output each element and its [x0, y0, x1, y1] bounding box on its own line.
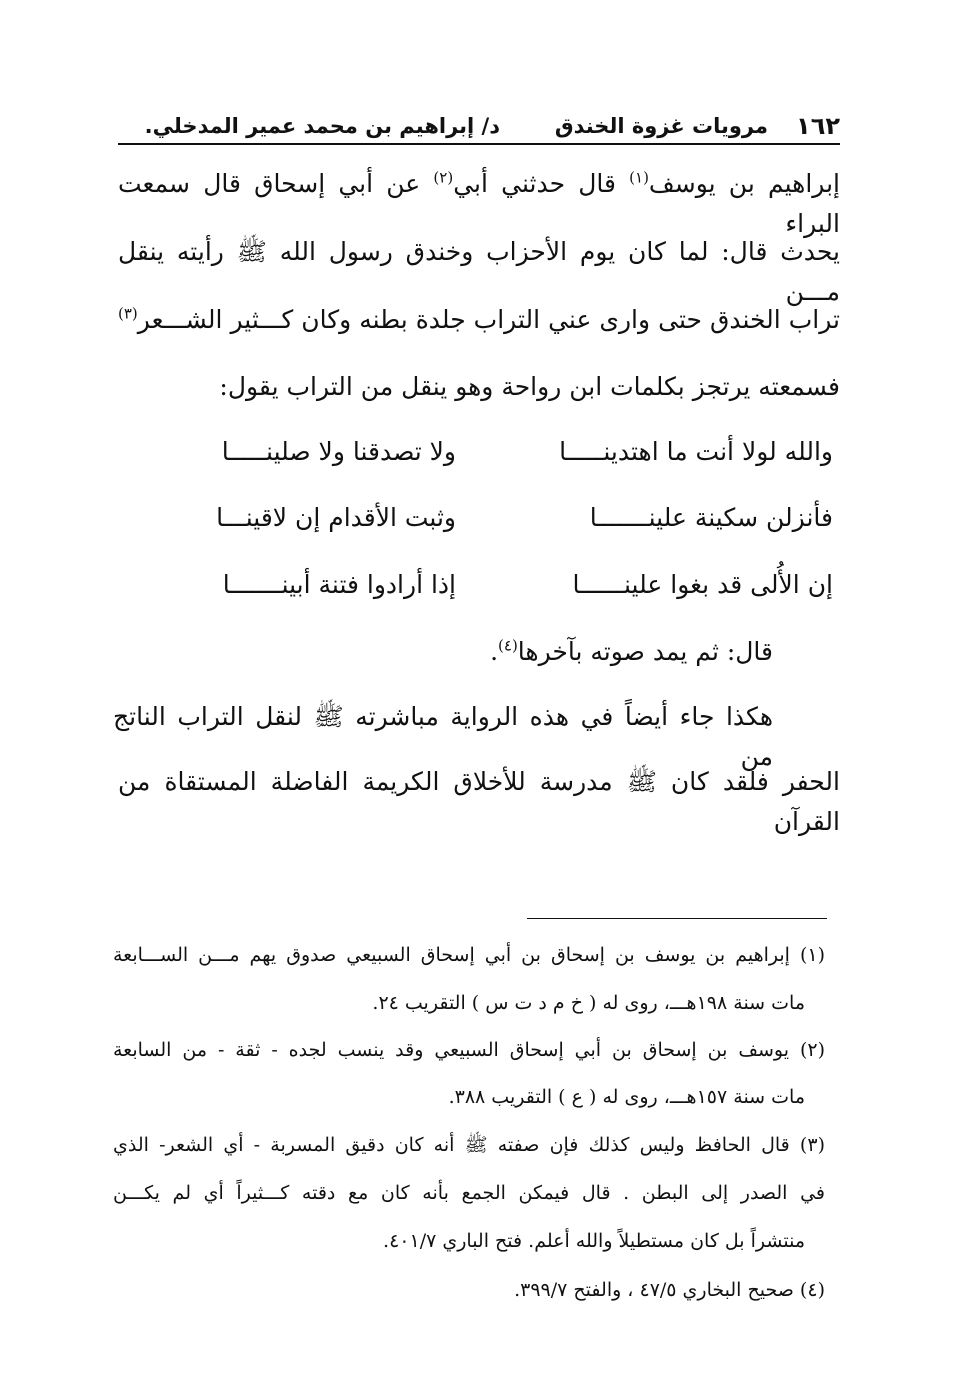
- footnote-separator: [527, 918, 827, 919]
- text-segment: إبراهيم بن يوسف: [648, 169, 840, 198]
- author-name: د/ إبراهيم بن محمد عمير المدخلي.: [144, 114, 500, 138]
- text-segment: .: [490, 637, 499, 666]
- text-segment: عن أبي إسحاق قال سمعت البراء: [118, 169, 840, 238]
- poem-verse-2-first: فأنزلن سكينة علينـــــــا: [589, 503, 833, 532]
- poem-verse-3-first: إن الأُلى قد بغوا علينــــــا: [572, 570, 833, 599]
- book-title: مرويات غزوة الخندق: [554, 114, 768, 138]
- footnote-3-line-1: (٣) قال الحافظ وليس كذلك فإن صفته ﷺ أنه كان دقيق المسربة - أي الشعر- الذي: [113, 1134, 825, 1156]
- footnote-ref-4: (٤): [498, 636, 518, 655]
- footnote-ref-1: (١): [629, 168, 649, 187]
- page-number: ١٦٢: [796, 112, 840, 140]
- header-rule: [118, 143, 840, 145]
- body-line-5: [113, 632, 773, 672]
- footnote-3-line-3: منتشراً بل كان مستطيلاً والله أعلم. فتح الباري ٤٠١/٧.: [383, 1230, 805, 1252]
- body-line-3: [118, 300, 840, 340]
- body-line-7: الحفر فلقد كان ﷺ مدرسة للأخلاق الكريمة الفاضلة المستقاة من القرآن: [118, 767, 840, 836]
- footnote-1-line-2: مات سنة ١٩٨هـــ، روى له ( خ م د ت س ) التقريب ٢٤.: [372, 992, 805, 1014]
- footnote-2-line-2: مات سنة ١٥٧هـــ، روى له ( ع ) التقريب ٣٨٨.: [448, 1086, 805, 1108]
- footnote-1-line-1: (١) إبراهيم بن يوسف بن إسحاق بن أبي إسحاق السبيعي صدوق يهم مـــن الســـابعة: [113, 944, 825, 966]
- text-segment: قال: ثم يمد صوته بآخرها: [517, 637, 773, 666]
- footnote-ref-3: (٣): [118, 304, 138, 323]
- poem-verse-3-second: إذا أرادوا فتنة أبينـــــــا: [222, 570, 456, 599]
- footnote-4-line-1: (٤) صحيح البخاري ٤٧/٥ ، والفتح ٣٩٩/٧.: [514, 1279, 825, 1301]
- body-line-2: يحدث قال: لما كان يوم الأحزاب وخندق رسول الله ﷺ رأيته ينقل مـــن: [118, 237, 840, 306]
- running-header: [118, 108, 840, 144]
- poem-verse-1-first: والله لولا أنت ما اهتدينـــــا: [559, 437, 833, 466]
- poem-verse-2-second: وثبت الأقدام إن لاقينـــا: [216, 503, 456, 532]
- footnote-3-line-2: في الصدر إلى البطن . قال فيمكن الجمع بأنه كان مع دقته كـــثيراً أي لم يكـــن: [113, 1182, 825, 1204]
- text-segment: قال حدثني أبي: [453, 169, 630, 198]
- poem-verse-1-second: ولا تصدقنا ولا صلينـــــا: [221, 437, 456, 466]
- footnote-ref-2: (٢): [433, 168, 454, 187]
- footnote-2-line-1: (٢) يوسف بن إسحاق بن أبي إسحاق السبيعي وقد ينسب لجده - ثقة - من السابعة: [113, 1039, 825, 1061]
- body-line-6: هكذا جاء أيضاً في هذه الرواية مباشرته ﷺ لنقل التراب الناتج من: [113, 702, 773, 771]
- text-segment: تراب الخندق حتى وارى عني التراب جلدة بطنه وكان كـــثير الشـــعر: [137, 305, 840, 334]
- body-line-4: فسمعته يرتجز بكلمات ابن رواحة وهو ينقل من التراب يقول:: [219, 372, 840, 401]
